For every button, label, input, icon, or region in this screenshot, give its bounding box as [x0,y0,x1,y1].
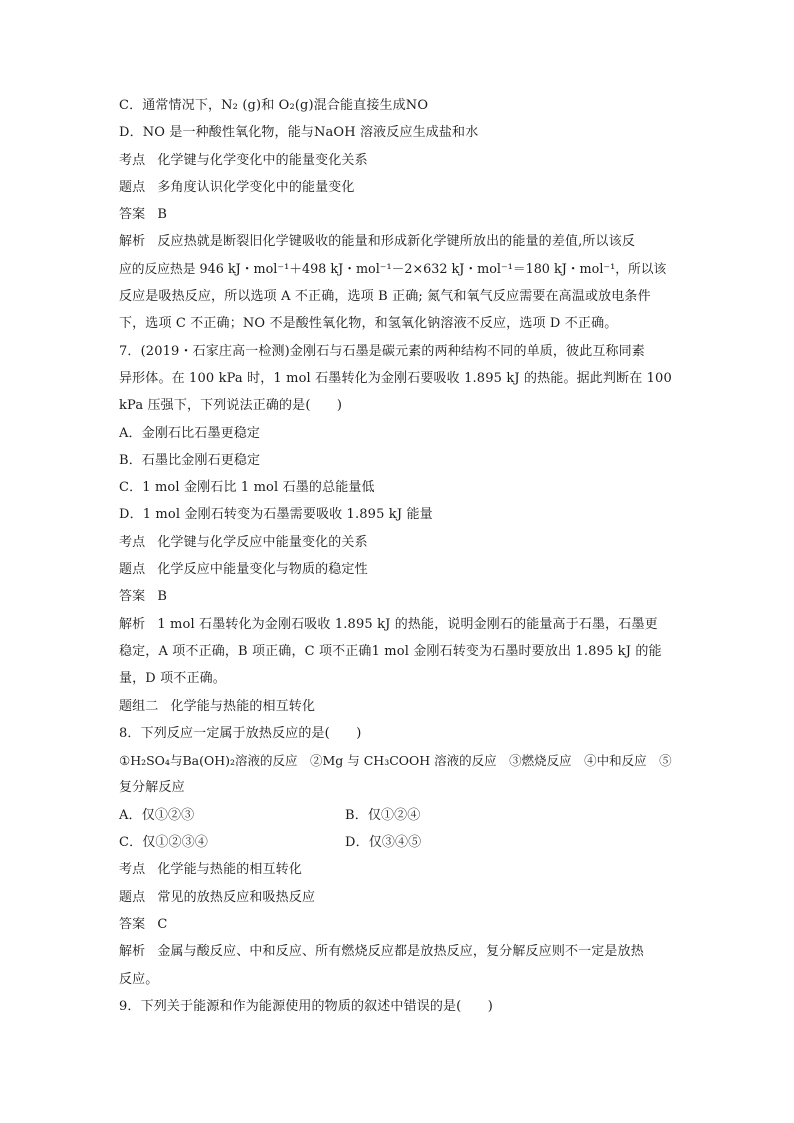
analysis-label: 解析 [119,616,146,632]
q6-analysis-line-2: 应的反应热是 946 kJ・mol⁻¹＋498 kJ・mol⁻¹－2×632 kJ・mol⁻¹＝180 kJ・mol⁻¹，所以该 [119,261,667,277]
tidian-text: 多角度认识化学变化中的能量变化 [157,179,355,195]
group2-heading [119,693,679,720]
kaodian-text: 化学能与热能的相互转化 [157,862,302,878]
q6-analysis-line-1 [119,228,679,255]
kaodian-label: 考点 [119,152,146,168]
q8-stem: 8．下列反应一定属于放热反应的是( ) [119,725,362,741]
kaodian-text: 化学键与化学反应中能量变化的关系 [157,534,368,550]
q7-stem-line-3: kPa 压强下，下列说法正确的是( ) [119,398,343,414]
q6-kaodian [119,147,679,174]
kaodian-text: 化学键与化学变化中的能量变化关系 [157,152,368,168]
analysis-text: 反应热就是断裂旧化学键吸收的能量和形成新化学键所放出的能量的差值,所以该反 [157,234,635,250]
q7-option-d: D．1 mol 金刚石转变为石墨需要吸收 1.895 kJ 能量 [119,507,433,523]
q8-analysis-line-2: 反应。 [119,971,159,987]
group2-label: 题组二 [119,698,159,714]
q8-analysis-line-1 [119,938,679,965]
document-page [119,92,679,1020]
kaodian-label: 考点 [119,862,146,878]
answer-label: 答案 [119,916,146,932]
q7-option-b: B．石墨比金刚石更稳定 [119,452,261,468]
analysis-label: 解析 [119,944,146,960]
q6-option-c: C．通常情况下，N₂ (g)和 O₂(g)混合能直接生成NO [119,98,429,113]
q6-answer [119,201,679,228]
q7-tidian [119,556,679,583]
q7-stem-line-2: 异形体。在 100 kPa 时，1 mol 石墨转化为金刚石要吸收 1.895 kJ 的热能。据此判断在 100 [119,370,672,386]
q8-option-c: C．仅①②③④ [119,835,208,851]
q7-analysis-line-3: 量，D 项不正确。 [119,671,226,687]
q7-analysis-line-2: 稳定，A 项不正确，B 项正确，C 项不正确1 mol 金刚石转变为石墨时要放出 1.895 kJ 的能 [119,643,662,659]
answer-label: 答案 [119,589,146,605]
tidian-text: 常见的放热反应和吸热反应 [157,889,316,905]
q8-option-d: D．仅③④⑤ [345,835,422,851]
tidian-label: 题点 [119,562,146,578]
q7-option-a: A．金刚石比石墨更稳定 [119,425,261,441]
analysis-label: 解析 [119,234,146,250]
q7-option-c: C．1 mol 金刚石比 1 mol 石墨的总能量低 [119,480,375,496]
q8-options-row-2 [119,829,679,856]
q7-analysis-line-1 [119,611,679,638]
q8-items-line-1: ①H₂SO₄与Ba(OH)₂溶液的反应 ②Mg 与 CH₃COOH 溶液的反应 ③燃烧反应 ④中和反应 ⑤ [119,753,672,769]
answer-label: 答案 [119,207,146,223]
tidian-label: 题点 [119,179,146,195]
q8-items-line-2: 复分解反应 [119,780,185,796]
q7-stem-line-1: 7．(2019・石家庄高一检测)金刚石与石墨是碳元素的两种结构不同的单质，彼此互称同素 [119,343,645,359]
q8-options-row-1 [119,802,679,829]
tidian-text: 化学反应中能量变化与物质的稳定性 [157,562,368,578]
q8-answer [119,911,679,938]
answer-text: C [157,916,168,932]
q6-analysis-line-3: 反应是吸热反应，所以选项 A 不正确，选项 B 正确; 氮气和氧气反应需要在高温或放电条件 [119,289,651,305]
kaodian-label: 考点 [119,534,146,550]
group2-title: 化学能与热能的相互转化 [170,698,316,714]
q9-stem: 9．下列关于能源和作为能源使用的物质的叙述中错误的是( ) [119,998,493,1014]
q8-option-a: A．仅①②③ [119,807,195,823]
q6-tidian [119,174,679,201]
answer-text: B [157,207,168,223]
answer-text: B [157,589,168,605]
analysis-text: 1 mol 石墨转化为金刚石吸收 1.895 kJ 的热能，说明金刚石的能量高于石墨，石墨更 [157,616,658,632]
q8-tidian [119,884,679,911]
analysis-text: 金属与酸反应、中和反应、所有燃烧反应都是放热反应，复分解反应则不一定是放热 [157,944,644,960]
q7-kaodian [119,529,679,556]
q7-answer [119,583,679,610]
q6-option-d: D．NO 是一种酸性氧化物，能与NaOH 溶液反应生成盐和水 [119,125,479,141]
q6-analysis-line-4: 下，选项 C 不正确；NO 不是酸性氧化物，和氢氧化钠溶液不反应，选项 D 不正确。 [119,316,618,332]
q8-kaodian [119,856,679,883]
tidian-label: 题点 [119,889,146,905]
q8-option-b: B．仅①②④ [345,807,421,823]
